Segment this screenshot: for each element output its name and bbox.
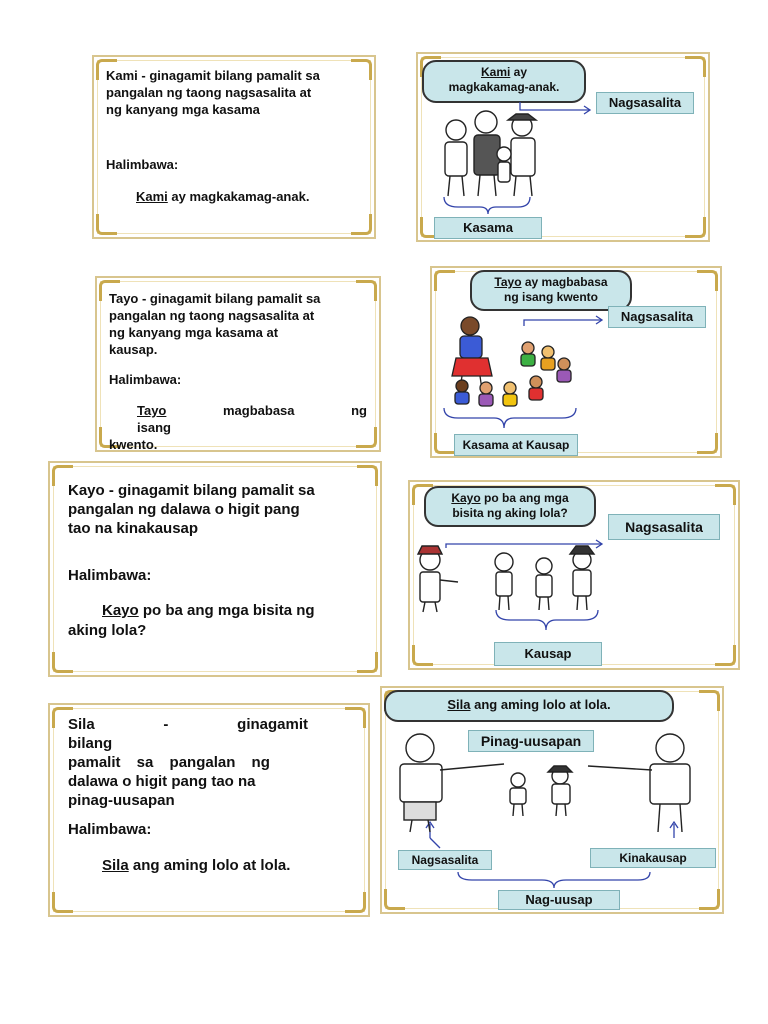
picture-tayo — [430, 266, 722, 458]
pronoun-underlined: Kayo — [102, 602, 139, 619]
bubble-text: ang aming lolo at lola. — [470, 697, 611, 712]
picture-kami — [416, 52, 710, 242]
pronoun-underlined: Kami — [136, 189, 168, 204]
label-kasama-at-kausap: Kasama at Kausap — [454, 434, 578, 456]
sila-definition-text — [68, 715, 308, 810]
label-pinag-uusapan: Pinag-uusapan — [468, 730, 594, 752]
storytelling-illustration — [432, 268, 720, 456]
example-line2: kwento. — [109, 437, 158, 452]
example-sentence — [109, 402, 367, 453]
talking-about-grandparents-illustration — [382, 688, 722, 912]
example-sentence — [102, 857, 290, 874]
example-rest: ay magkakamag-anak. — [167, 189, 310, 204]
tayo-definition-text — [109, 290, 365, 358]
card-kami-definition — [92, 55, 376, 239]
bubble-text: ay magbabasa — [521, 275, 608, 289]
bubble-text: bisita ng aking lola? — [452, 506, 568, 520]
example-sentence — [136, 189, 309, 204]
label-nagsasalita: Nagsasalita — [608, 306, 706, 328]
kayo-definition-text — [68, 481, 360, 538]
card-tayo-definition — [95, 276, 381, 452]
kami-definition-text — [106, 67, 362, 118]
example-rest: magbabasa ng isang — [137, 403, 367, 435]
pronoun-underlined: Tayo — [137, 403, 167, 418]
example-sentence — [68, 601, 360, 641]
example-rest: po ba ang mga bisita ng — [138, 602, 315, 619]
halimbawa-label: Halimbawa: — [68, 821, 152, 838]
def-line: ng kanyang mga kasama at — [109, 325, 279, 340]
bubble-pronoun: Kami — [480, 65, 511, 79]
def-line: pangalan ng dalawa o higit pang — [68, 501, 300, 518]
def-line: pinag-uusapan — [68, 792, 175, 809]
halimbawa-label: Halimbawa: — [68, 567, 152, 584]
family-group-illustration — [418, 54, 708, 240]
halimbawa-label: Halimbawa: — [106, 157, 179, 172]
picture-kayo — [408, 480, 740, 670]
label-nagsasalita: Nagsasalita — [398, 850, 492, 870]
def-line: kausap. — [109, 342, 158, 357]
label-nagsasalita: Nagsasalita — [596, 92, 694, 114]
bubble-text: magkakamag-anak. — [448, 80, 560, 94]
label-kinakausap: Kinakausap — [590, 848, 716, 868]
def-line: Sila - ginagamit bilang — [68, 716, 308, 752]
bubble-text: ay — [510, 65, 528, 79]
bubble-pronoun: Sila — [447, 697, 471, 712]
visitors-illustration — [410, 482, 738, 668]
def-line: pamalit sa pangalan ng — [68, 754, 270, 771]
def-line: ng kanyang mga kasama — [106, 102, 260, 117]
label-kasama: Kasama — [434, 217, 542, 239]
label-kausap: Kausap — [494, 642, 602, 666]
pronoun-underlined: Sila — [102, 857, 129, 874]
bubble-pronoun: Kayo — [451, 491, 481, 505]
def-line: tao na kinakausap — [68, 520, 199, 537]
label-nagsasalita: Nagsasalita — [608, 514, 720, 540]
picture-sila — [380, 686, 724, 914]
bubble-pronoun: Tayo — [494, 275, 522, 289]
def-line: pangalan ng taong nagsasalita at — [106, 85, 312, 100]
card-sila-definition — [48, 703, 370, 917]
example-line2: aking lola? — [68, 622, 147, 639]
bubble-text: ng isang kwento — [503, 290, 598, 304]
halimbawa-label: Halimbawa: — [109, 372, 182, 387]
example-rest: ang aming lolo at lola. — [128, 857, 291, 874]
def-line: pangalan ng taong nagsasalita at — [109, 308, 315, 323]
label-nag-uusap: Nag-uusap — [498, 890, 620, 910]
def-line: Kami - ginagamit bilang pamalit sa — [106, 68, 320, 83]
def-line: dalawa o higit pang tao na — [68, 773, 256, 790]
def-line: Kayo - ginagamit bilang pamalit sa — [68, 482, 315, 499]
def-line: Tayo - ginagamit bilang pamalit sa — [109, 291, 321, 306]
card-kayo-definition — [48, 461, 382, 677]
bubble-text: po ba ang mga — [480, 491, 569, 505]
